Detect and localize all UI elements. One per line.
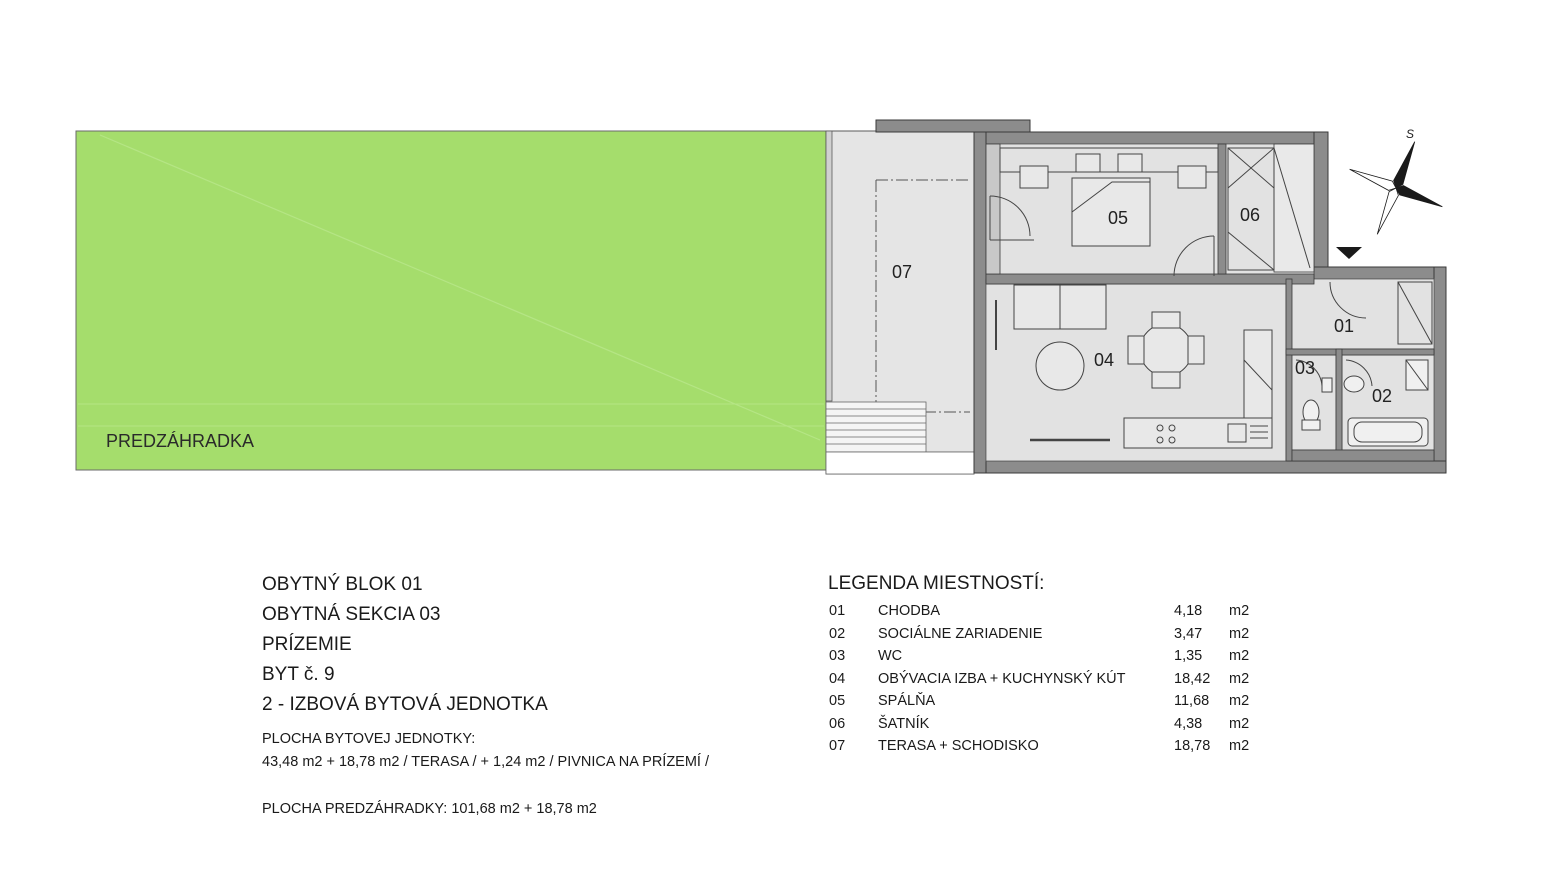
room-label-07: 07 (892, 262, 913, 282)
legend-num: 04 (829, 670, 846, 687)
compass-label: S (1406, 127, 1415, 141)
legend-area: 1,35 (1174, 648, 1203, 664)
legend-row (828, 693, 1268, 716)
apartment-info (262, 570, 709, 821)
unit-type: 2 - IZBOVÁ BYTOVÁ JEDNOTKA (262, 694, 548, 715)
legend-unit: m2 (1229, 693, 1250, 709)
legend-num: 02 (829, 625, 846, 642)
block-title: OBYTNÝ BLOK 01 (262, 574, 423, 595)
garden-label: PREDZÁHRADKA (106, 431, 255, 451)
legend-area: 4,38 (1174, 715, 1203, 732)
legend-area: 18,42 (1174, 670, 1211, 687)
room-label-05: 05 (1108, 208, 1129, 228)
legend-unit: m2 (1229, 715, 1250, 732)
compass-icon (1331, 123, 1461, 253)
legend-area: 18,78 (1174, 738, 1211, 754)
flat-title: BYT č. 9 (262, 664, 335, 685)
legend-num: 06 (829, 715, 846, 732)
room-label-01: 01 (1334, 316, 1355, 336)
entrance-marker-icon (1336, 247, 1362, 259)
legend-unit: m2 (1229, 648, 1250, 664)
legend-name: WC (878, 648, 903, 664)
legend-num: 01 (829, 603, 846, 619)
legend-name: TERASA + SCHODISKO (878, 738, 1039, 754)
legend-area: 11,68 (1174, 693, 1210, 709)
legend-row (828, 671, 1268, 694)
legend-num: 07 (829, 738, 846, 754)
legend-name: OBÝVACIA IZBA + KUCHYNSKÝ KÚT (878, 670, 1126, 687)
floor-title: PRÍZEMIE (262, 634, 352, 655)
legend-name: SPÁLŇA (878, 693, 936, 709)
legend-area: 4,18 (1174, 603, 1203, 619)
legend-row (828, 626, 1268, 649)
legend-row (828, 648, 1268, 671)
legend-area: 3,47 (1174, 625, 1203, 642)
room-label-03: 03 (1295, 358, 1316, 378)
legend-unit: m2 (1229, 670, 1250, 687)
legend-num: 05 (829, 693, 846, 709)
room-legend (828, 573, 1268, 761)
legend-num: 03 (829, 648, 846, 664)
legend-name: CHODBA (878, 603, 941, 619)
room-label-06: 06 (1240, 205, 1261, 225)
legend-row (828, 603, 1268, 626)
legend-name: ŠATNÍK (878, 715, 930, 732)
room-label-02: 02 (1372, 386, 1393, 406)
legend-row (828, 738, 1268, 761)
legend-unit: m2 (1229, 603, 1250, 619)
legend-unit: m2 (1229, 625, 1250, 642)
garden-area-text: PLOCHA PREDZÁHRADKY: 101,68 m2 + 18,78 m2 (262, 801, 597, 817)
legend-title: LEGENDA MIESTNOSTÍ: (828, 573, 1045, 594)
unit-area-value: 43,48 m2 + 18,78 m2 / TERASA / + 1,24 m2 / PIVNICA NA PRÍZEMÍ / (262, 754, 710, 770)
legend-name: SOCIÁLNE ZARIADENIE (878, 625, 1043, 642)
unit-area-label: PLOCHA BYTOVEJ JEDNOTKY: (262, 731, 476, 747)
legend-row (828, 716, 1268, 739)
legend-unit: m2 (1229, 738, 1250, 754)
section-title: OBYTNÁ SEKCIA 03 (262, 604, 441, 625)
garden-area (76, 131, 826, 470)
room-label-04: 04 (1094, 350, 1115, 370)
